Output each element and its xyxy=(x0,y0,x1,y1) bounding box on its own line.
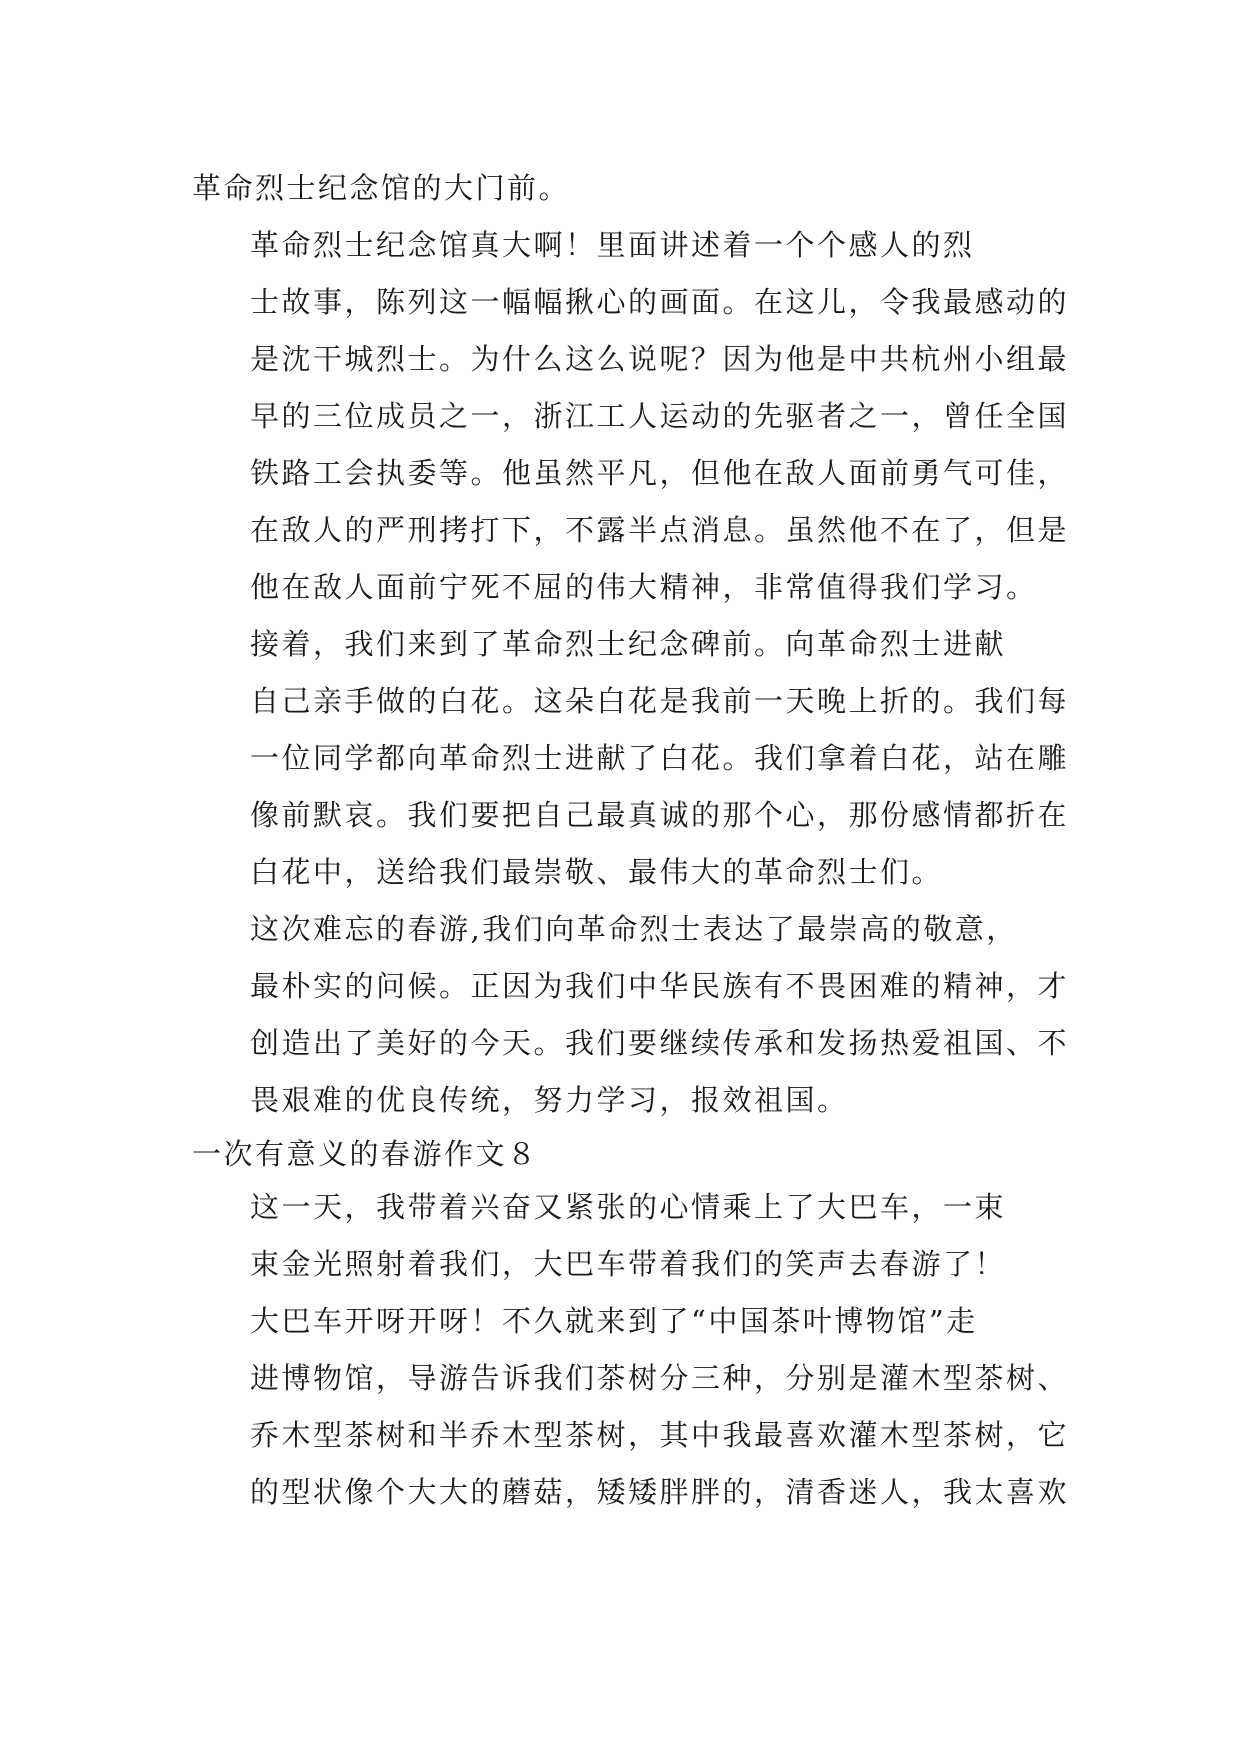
paragraph xyxy=(192,1179,1054,1293)
text-line: 像前默哀。我们要把自己最真诚的那个心，那份感情都折在 xyxy=(250,798,1070,832)
paragraph xyxy=(192,160,1054,217)
text-line: 大巴车开呀开呀！不久就来到了“中国茶叶博物馆”走 xyxy=(250,1304,978,1338)
paragraph xyxy=(192,217,1070,616)
text-line: 束金光照射着我们，大巴车带着我们的笑声去春游了！ xyxy=(250,1247,1007,1281)
text-line: 在敌人的严刑拷打下，不露半点消息。虽然他不在了，但是 xyxy=(250,513,1070,547)
text-line: 这一天，我带着兴奋又紧张的心情乘上了大巴车，一束 xyxy=(250,1190,1007,1224)
text-line: 的型状像个大大的蘑菇，矮矮胖胖的，清香迷人，我太喜欢 xyxy=(250,1475,1070,1509)
paragraph xyxy=(192,616,1070,901)
text-line: 士故事，陈列这一幅幅揪心的画面。在这儿，令我最感动的 xyxy=(250,285,1070,319)
text-line: 接着，我们来到了革命烈士纪念碑前。向革命烈士进献 xyxy=(250,627,1007,661)
text-line: 一位同学都向革命烈士进献了白花。我们拿着白花，站在雕 xyxy=(250,741,1070,775)
document-body xyxy=(192,160,1070,1521)
text-line: 他在敌人面前宁死不屈的伟大精神，非常值得我们学习。 xyxy=(250,570,1038,604)
text-line: 畏艰难的优良传统，努力学习，报效祖国。 xyxy=(250,1083,849,1117)
text-line: 这次难忘的春游,我们向革命烈士表达了最崇高的敬意， xyxy=(250,912,1018,946)
text-line: 是沈干城烈士。为什么这么说呢？因为他是中共杭州小组最 xyxy=(250,342,1070,376)
text-line: 自己亲手做的白花。这朵白花是我前一天晚上折的。我们每 xyxy=(250,684,1070,718)
text-line: 一次有意义的春游作文８ xyxy=(192,1137,539,1171)
paragraph xyxy=(192,901,1070,1129)
section-heading xyxy=(192,1129,1054,1179)
text-line: 创造出了美好的今天。我们要继续传承和发扬热爱祖国、不 xyxy=(250,1026,1070,1060)
text-line: 乔木型茶树和半乔木型茶树，其中我最喜欢灌木型茶树，它 xyxy=(250,1418,1070,1452)
text-line: 白花中，送给我们最崇敬、最伟大的革命烈士们。 xyxy=(250,855,944,889)
text-line: 进博物馆，导游告诉我们茶树分三种，分别是灌木型茶树、 xyxy=(250,1361,1070,1395)
paragraph xyxy=(192,1293,1070,1521)
text-line: 早的三位成员之一，浙江工人运动的先驱者之一，曾任全国 xyxy=(250,399,1070,433)
text-line: 革命烈士纪念馆的大门前。 xyxy=(192,171,571,205)
text-line: 铁路工会执委等。他虽然平凡，但他在敌人面前勇气可佳， xyxy=(250,456,1070,490)
text-line: 最朴实的问候。正因为我们中华民族有不畏困难的精神，才 xyxy=(250,969,1070,1003)
text-line: 革命烈士纪念馆真大啊！里面讲述着一个个感人的烈 xyxy=(250,228,975,262)
